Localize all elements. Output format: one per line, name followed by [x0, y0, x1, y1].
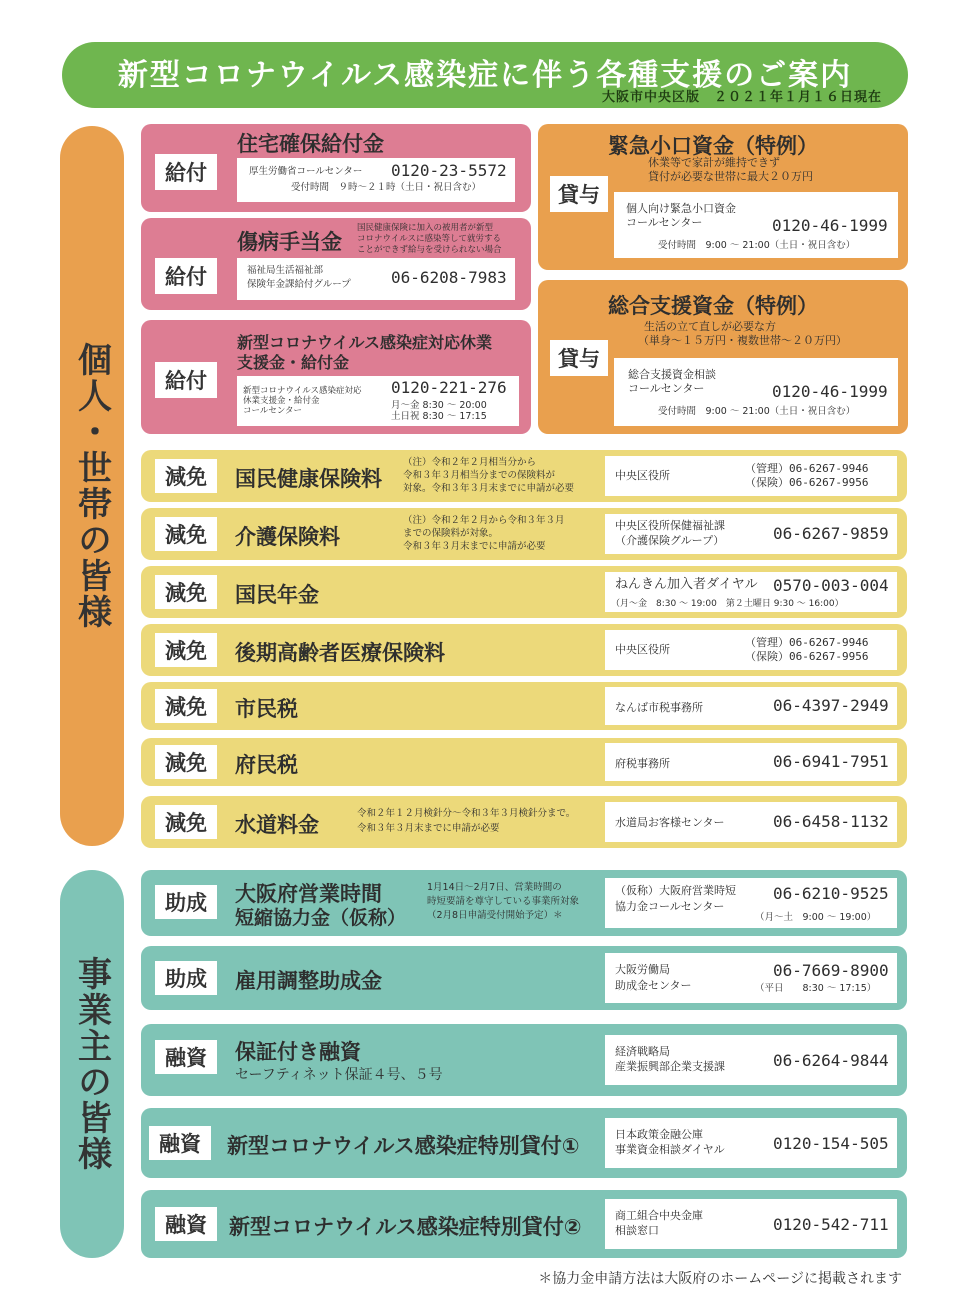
support-subtitle: セーフティネット保証４号、５号 — [235, 1067, 443, 1083]
contact-phone: 06-6264-9844 — [773, 1051, 889, 1070]
card-title: 総合支援資金（特例） — [608, 294, 818, 318]
eligibility-note-2: コロナウイルスに感染等して就労する — [357, 234, 501, 244]
contact-box — [614, 358, 898, 426]
contact-phone: 06-6208-7983 — [391, 268, 507, 287]
contact-org-2: （介護保険グループ） — [615, 534, 725, 547]
emergency-loan-card — [538, 124, 908, 270]
exemption-note-2: までの保険料が対象。 — [403, 528, 499, 539]
exemption-note-2: 令和３年３月相当分までの保険料が — [403, 470, 556, 481]
general-support-loan-card — [538, 280, 908, 434]
support-note-3: （2月8日申請受付開始予定）＊ — [427, 910, 563, 921]
contact-hours: （月～金 8:30 ～ 19:00 第２土曜日 9:30 ～ 16:00） — [611, 599, 844, 609]
contact-org-1: 福祉局生活福祉部 — [247, 265, 324, 276]
contact-phone: 0120-221-276 — [391, 378, 507, 397]
exemption-row — [141, 796, 907, 848]
exemption-title: 国民健康保険料 — [235, 467, 382, 491]
support-tag: 融資 — [155, 1207, 217, 1241]
page-title: 新型コロナウイルス感染症に伴う各種支援のご案内 — [117, 58, 853, 93]
eligibility-note-1: 国民健康保険に加入の被用者が新型 — [357, 223, 494, 233]
exemption-tag: 減免 — [155, 633, 217, 667]
exemption-title: 水道料金 — [235, 813, 319, 837]
contact-box — [605, 630, 897, 670]
contact-org-2: 助成金センター — [615, 979, 692, 992]
exemption-tag: 減免 — [155, 459, 217, 493]
loan-tag: 貸与 — [550, 340, 608, 376]
contact-org: 水道局お客様センター — [615, 816, 725, 829]
contact-phone: 0570-003-004 — [773, 576, 889, 595]
footer-note: ＊協力金申請方法は大阪府のホームページに掲載されます — [538, 1271, 902, 1287]
contact-org-1: 大阪労働局 — [615, 963, 670, 976]
sickness-allowance-card — [141, 218, 531, 310]
contact-box — [605, 1035, 897, 1085]
contact-phone-1: （管理）06-6267-9946 — [745, 636, 869, 649]
contact-phone: 0120-23-5572 — [391, 161, 507, 180]
contact-box — [605, 572, 897, 612]
edition-date: 大阪市中央区版 ２０２１年１月１６日現在 — [601, 90, 882, 105]
contact-box — [237, 158, 515, 202]
card-title-1: 新型コロナウイルス感染症対応休業 — [237, 333, 493, 352]
contact-hours: 受付時間 9:00 ～ 21:00（土日・祝日含む） — [658, 240, 856, 251]
contact-box — [605, 514, 897, 554]
contact-box — [605, 802, 897, 842]
exemption-note-3: 令和３年３月末までに申請が必要 — [403, 541, 546, 552]
support-title: 新型コロナウイルス感染症特別貸付① — [227, 1134, 580, 1158]
card-title: 緊急小口資金（特例） — [608, 134, 818, 158]
exemption-row — [141, 508, 907, 560]
contact-org-1: 中央区役所保健福祉課 — [615, 519, 725, 532]
employer-support-row — [141, 1024, 907, 1096]
support-title: 雇用調整助成金 — [235, 969, 382, 993]
support-title: 保証付き融資 — [235, 1040, 361, 1064]
contact-org-2: コールセンター — [626, 216, 703, 229]
contact-org-2: 協力金コールセンター — [615, 900, 725, 913]
exemption-title: 国民年金 — [235, 583, 319, 607]
contact-org-1: （仮称）大阪府営業時短 — [615, 884, 736, 897]
contact-org-1: 新型コロナウイルス感染症対応 — [243, 386, 362, 396]
exemption-note-3: 対象。令和３年３月末までに申請が必要 — [403, 483, 575, 494]
support-title: 新型コロナウイルス感染症特別貸付② — [229, 1215, 582, 1239]
contact-org-1: 総合支援資金相談 — [628, 368, 716, 381]
contact-box — [605, 953, 897, 1003]
exemption-title: 市民税 — [235, 697, 298, 721]
support-title-1: 大阪府営業時間 — [235, 882, 382, 906]
card-desc-2: （単身～１５万円・複数世帯～２０万円） — [638, 334, 847, 347]
contact-org-2: 保険年金課給付グループ — [247, 279, 351, 290]
support-note-2: 時短要請を尊守している事業所対象 — [427, 896, 580, 907]
exemption-row — [141, 682, 907, 730]
exemption-tag: 減免 — [155, 517, 217, 551]
contact-org: なんば市税事務所 — [615, 701, 703, 714]
contact-phone-2: （保険）06-6267-9956 — [745, 476, 869, 489]
leave-support-card — [141, 320, 531, 434]
contact-phone: 06-6458-1132 — [773, 812, 889, 831]
contact-phone-2: （保険）06-6267-9956 — [745, 650, 869, 663]
support-tag: 助成 — [155, 885, 217, 919]
exemption-row — [141, 624, 907, 676]
contact-org: 中央区役所 — [615, 643, 670, 656]
contact-phone: 0120-46-1999 — [772, 382, 888, 401]
exemption-tag: 減免 — [155, 745, 217, 779]
section-label-employer: 事業主の皆様 — [60, 870, 124, 1258]
contact-hours-1: 月～金 8:30 ～ 20:00 — [391, 400, 487, 411]
contact-org-2: コールセンター — [628, 382, 705, 395]
contact-org-2: 事業資金相談ダイヤル — [615, 1143, 725, 1156]
contact-box — [605, 1118, 897, 1168]
contact-org: ねんきん加入者ダイヤル — [615, 577, 758, 592]
contact-org-1: 個人向け緊急小口資金 — [626, 202, 736, 215]
employer-support-row — [141, 870, 907, 936]
contact-box — [237, 376, 519, 426]
exemption-tag: 減免 — [155, 689, 217, 723]
contact-phone: 0120-46-1999 — [772, 216, 888, 235]
exemption-row — [141, 450, 907, 502]
contact-box — [605, 743, 897, 781]
exemption-tag: 減免 — [155, 805, 217, 839]
support-note-1: 1月14日～2月7日、営業時間の — [427, 882, 562, 893]
benefit-tag: 給付 — [155, 362, 217, 398]
contact-phone: 06-7669-8900 — [773, 961, 889, 980]
exemption-title: 府民税 — [235, 753, 298, 777]
employer-support-row — [141, 946, 907, 1010]
card-title: 傷病手当金 — [237, 230, 342, 254]
contact-box — [237, 258, 515, 300]
exemption-tag: 減免 — [155, 575, 217, 609]
header-banner — [62, 42, 908, 108]
benefit-tag: 給付 — [155, 258, 217, 294]
exemption-title: 後期高齢者医療保険料 — [235, 641, 445, 665]
contact-hours: 受付時間 9:00 ～ 21:00（土日・祝日含む） — [658, 406, 856, 417]
exemption-row — [141, 738, 907, 786]
contact-org-1: 日本政策金融公庫 — [615, 1128, 703, 1141]
contact-hours: （平日 8:30 ～ 17:15） — [755, 983, 877, 994]
card-title: 住宅確保給付金 — [237, 132, 384, 156]
card-desc-1: 生活の立て直しが必要な方 — [644, 320, 776, 333]
contact-box — [605, 456, 897, 496]
contact-box — [605, 687, 897, 725]
exemption-note-1: （注）令和２年２月から令和３年３月 — [403, 515, 565, 526]
employer-support-row — [141, 1190, 907, 1258]
exemption-note-1: （注）令和２年２月相当分から — [403, 457, 537, 468]
contact-hours: 受付時間 ９時～２１時（土日・祝日含む） — [291, 182, 482, 193]
contact-org-2: 産業振興部企業支援課 — [615, 1060, 725, 1073]
exemption-note-1: 令和２年１２月検針分～令和３年３月検針分まで。 — [357, 808, 576, 819]
housing-benefit-card — [141, 124, 531, 212]
card-title-2: 支援金・給付金 — [237, 353, 350, 372]
support-tag: 融資 — [155, 1040, 217, 1074]
contact-org-1: 経済戦略局 — [615, 1045, 670, 1058]
contact-org: 厚生労働省コールセンター — [249, 166, 363, 177]
contact-hours: （月～土 9:00 ～ 19:00） — [755, 912, 877, 923]
support-tag: 助成 — [155, 961, 217, 995]
exemption-row — [141, 566, 907, 618]
contact-box — [614, 192, 898, 258]
loan-tag: 貸与 — [550, 176, 608, 212]
contact-phone: 06-4397-2949 — [773, 696, 889, 715]
eligibility-note-3: ことができず給与を受けられない場合 — [357, 245, 502, 255]
contact-phone: 06-6267-9859 — [773, 524, 889, 543]
exemption-title: 介護保険料 — [235, 525, 340, 549]
contact-phone: 0120-542-711 — [773, 1215, 889, 1234]
contact-phone: 06-6941-7951 — [773, 752, 889, 771]
contact-phone: 06-6210-9525 — [773, 884, 889, 903]
contact-org: 府税事務所 — [615, 757, 670, 770]
contact-hours-2: 土日祝 8:30 ～ 17:15 — [391, 411, 487, 422]
contact-org-1: 商工組合中央金庫 — [615, 1209, 703, 1222]
contact-org-3: コールセンター — [243, 406, 302, 416]
section-label-personal: 個人・世帯の皆様 — [60, 126, 124, 846]
contact-org: 中央区役所 — [615, 469, 670, 482]
benefit-tag: 給付 — [155, 154, 217, 190]
contact-box — [605, 1199, 897, 1249]
contact-org-2: 相談窓口 — [615, 1224, 659, 1237]
card-desc-1: 休業等で家計が維持できず — [648, 156, 780, 169]
contact-phone-1: （管理）06-6267-9946 — [745, 462, 869, 475]
contact-org-2: 休業支援金・給付金 — [243, 396, 320, 406]
exemption-note-2: 令和３年３月末までに申請が必要 — [357, 823, 500, 834]
contact-phone: 0120-154-505 — [773, 1134, 889, 1153]
employer-support-row — [141, 1108, 907, 1178]
card-desc-2: 貸付が必要な世帯に最大２０万円 — [648, 170, 813, 183]
support-tag: 融資 — [149, 1126, 211, 1160]
support-title-2: 短縮協力金（仮称） — [235, 907, 407, 929]
contact-box — [605, 878, 897, 928]
